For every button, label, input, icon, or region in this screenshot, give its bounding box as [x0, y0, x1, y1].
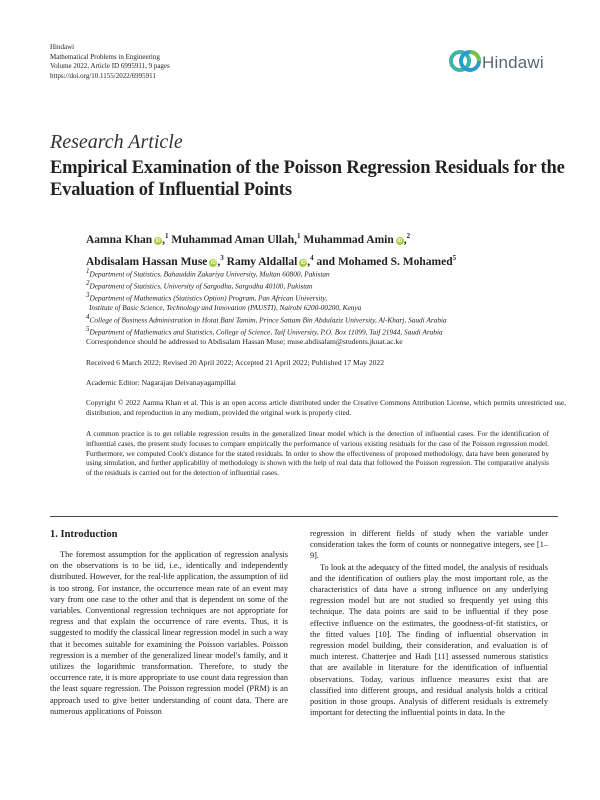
author-name[interactable]: Mohamed S. Mohamed: [337, 255, 453, 268]
author-separator: ,: [403, 233, 407, 246]
affiliation-number: 2: [86, 279, 90, 288]
affiliation-item: [86, 291, 566, 303]
paragraph: To look at the adequacy of the fitted model, the analysis of residuals and the identification of outliers play the most important role, as the characteristics of data have a strong influence on any underlying regression model but are not studied so frequently yet using this technique. The data points are said to be influential if they pose effective influence on the estimates, the goodness-of-fit statistics, or the fitted values [10]. The finding of influential observation in regression model building, their consideration, and evaluation is of much interest. Chatterjee and Hadi [11] assessed numerous statistics that are available in literature for the identification of influential observations. Today, various influence measures exist that are classified into different groups, and residual analysis holds a critical position in those groups. Analysis of different residuals is extremely important for detecting the influential points in data. In the: [310, 562, 548, 718]
publisher-name: Hindawi: [50, 43, 75, 51]
journal-info: [50, 43, 170, 81]
publication-dates: Received 6 March 2022; Revised 20 April 2022; Accepted 21 April 2022; Published 17 May 2022: [86, 358, 385, 367]
correspondence: Correspondence should be addressed to Abdisalam Hassan Muse; muse.abdisalam@students.jkuat.ac.ke: [86, 337, 403, 346]
paragraph: The foremost assumption for the application of regression analysis on the observations is to be iid, i.e., identically and independently distributed. However, for the real-life application, the assumption of iid is too strong. For instance, the occurrence mean rate of an event may vary from one case to the other and that is dependent on some of the variables. Conventional regression techniques are not appropriate for regress and that explain the occurrence of rare events. Thus, it is suggested to modify the classical linear regression model in such a way that it becomes suitable for examining the Poisson variables. Poisson regression is a member of the generalized linear model's family, and it utilizes the logarithmic transformation. Therefore, to study the occurrence rate, it is more appropriate to use count data regression than the least square regression. The Poisson regression model (PRM) is an approach used to give better understanding of count data. There are numerous applications of Poisson: [50, 550, 288, 716]
affiliation-marker: 3: [220, 253, 224, 262]
affiliation-item: [86, 267, 566, 279]
affiliation-text: Department of Mathematics (Statistics Option) Program, Pan African University,: [89, 293, 328, 303]
affiliation-item: [86, 279, 566, 291]
volume-line: Volume 2022, Article ID 6995911, 9 pages: [50, 62, 170, 70]
author-separator: ,: [217, 255, 221, 268]
academic-editor: Academic Editor: Nagarajan Deivanayagampillai: [86, 378, 236, 387]
author-name[interactable]: Ramy Aldallal: [226, 255, 298, 268]
left-column: [50, 549, 288, 717]
affiliation-marker: 2: [406, 232, 411, 240]
affiliation-item: [86, 325, 566, 337]
affiliation-text: College of Business Administration in Hotat Bani Tamim, Prince Sattam Bin Abdulaziz University, Al-Kharj, Saudi Arabia: [89, 315, 447, 325]
affiliation-marker: 1: [296, 232, 301, 240]
affiliation-marker: 4: [310, 253, 314, 262]
author-name[interactable]: Abdisalam Hassan Muse: [86, 255, 208, 268]
author-list: [86, 227, 546, 271]
copyright-notice: Copyright © 2022 Aamna Khan et al. This is an open access article distributed under the Creative Commons Attribution License, which permits unrestricted use, distribution, and reproduction in any medium, provided the original work is properly cited.: [86, 398, 566, 417]
affiliation-number: 5: [86, 324, 90, 333]
orcid-icon[interactable]: iD: [155, 237, 161, 244]
orcid-icon[interactable]: iD: [210, 259, 216, 266]
orcid-icon[interactable]: iD: [397, 237, 403, 244]
hindawi-logo[interactable]: [448, 44, 558, 80]
doi-link[interactable]: https://doi.org/10.1155/2022/6995911: [50, 71, 156, 80]
right-column: [310, 528, 548, 718]
author-separator: ,: [162, 233, 166, 246]
affiliation-number: 3: [86, 291, 90, 300]
journal-name: Mathematical Problems in Engineering: [50, 52, 160, 61]
paragraph: regression in different fields of study when the variable under consideration takes the form of counts or nonnegative integers, see [1–9].: [310, 529, 548, 561]
orcid-icon[interactable]: iD: [300, 259, 306, 266]
affiliation-item: [86, 313, 566, 325]
author-separator: ,: [294, 233, 297, 246]
affiliation-text: Department of Mathematics and Statistics, College of Science, Taif University, P.O. Box 11099, Taif 21944, Saudi Arabia: [89, 327, 443, 337]
logo-brand-text: Hindawi: [482, 53, 544, 72]
affiliation-text: Department of Statistics, University of Sargodha, Sargodha 40100, Pakistan: [89, 281, 313, 291]
affiliation-item: [86, 303, 566, 313]
author-name[interactable]: Muhammad Aman Ullah: [171, 233, 295, 246]
affiliation-text: Department of Statistics, Bahauddin Zakariya University, Multan 60800, Pakistan: [89, 269, 330, 279]
section-divider: [50, 516, 558, 517]
abstract: A common practice is to get reliable regression results in the generalized linear model which is the detection of influential cases. For the identification of influential cases, the present study focuses to compare empirically the performance of various existing residuals for the case of the Poisson regression model. Furthermore, we computed Cook's distance for the stated residuals. In order to show the effectiveness of proposed methodology, data have been generated by using simulation, and further applicability of methodology is shown with the help of real data that followed the Poisson regression. The comparative analysis of the residuals is carried out for the detection of influential cases.: [86, 429, 549, 478]
affiliation-marker: 5: [452, 253, 457, 262]
article-type: Research Article: [50, 131, 183, 153]
affiliation-number: 1: [86, 267, 90, 275]
section-heading: 1. Introduction: [50, 529, 118, 540]
author-separator: ,: [307, 255, 311, 268]
author-conjunction: and: [313, 255, 338, 268]
author-name[interactable]: Aamna Khan: [86, 233, 153, 246]
affiliations: [86, 267, 566, 337]
affiliation-marker: 1: [165, 232, 169, 240]
affiliation-number: 4: [86, 312, 90, 321]
affiliation-text: Institute of Basic Science, Technology and Innovation (PAUSTI), Nairobi 6200-00200, Kenya: [89, 303, 362, 313]
author-line-1: [86, 227, 546, 249]
article-title: Empirical Examination of the Poisson Regression Residuals for the Evaluation of Influential Points: [50, 158, 565, 200]
author-name[interactable]: Muhammad Amin: [303, 233, 394, 246]
hindawi-logo-icon: [448, 44, 482, 78]
